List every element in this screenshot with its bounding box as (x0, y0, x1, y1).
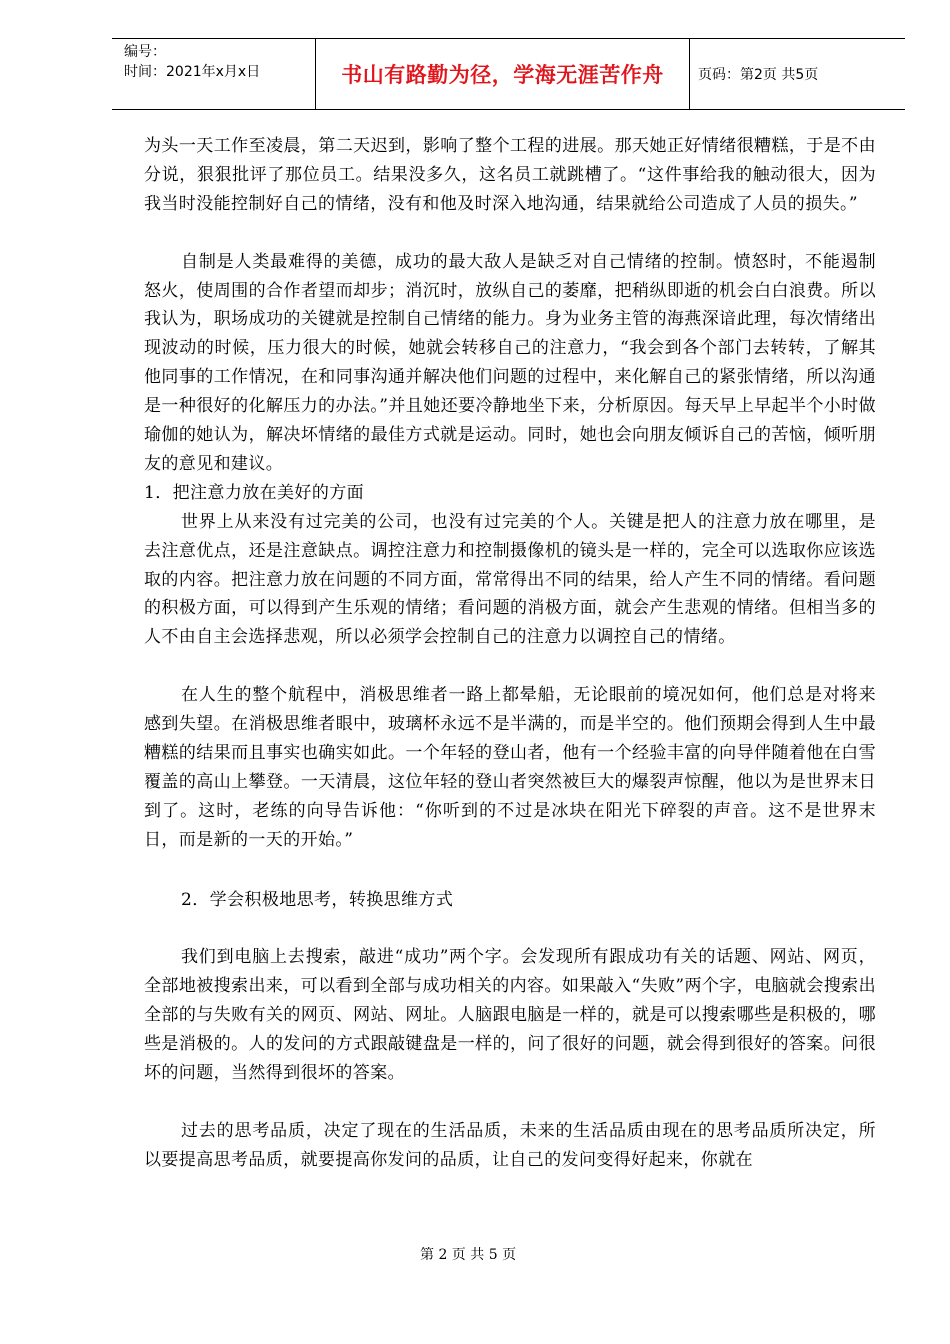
section-heading: 1．把注意力放在美好的方面 (144, 482, 365, 503)
paragraph: 世界上从来没有过完美的公司，也没有过完美的个人。关键是把人的注意力放在哪里，是去注意优点，还是注意缺点。调控注意力和控制摄像机的镜头是一样的，完全可以选取你应该选取的内容。把注意力放在问题的不同方面，常常得出不同的结果，给人产生不同的情绪。看问题的积极方面，可以得到产生乐观的情绪；看问题的消极方面，就会产生悲观的情绪。但相当多的人不由自主会选择悲观，所以必须学会控制自己的注意力以调控自己的情绪。 (144, 511, 876, 648)
motto: 书山有路勤为径，学海无涯苦作舟 (315, 39, 690, 109)
paragraph: 过去的思考品质，决定了现在的生活品质，未来的生活品质由现在的思考品质所决定，所以要提高思考品质，就要提高你发问的品质，让自己的发问变得好起来，你就在 (144, 1120, 876, 1170)
paragraph: 自制是人类最难得的美德，成功的最大敌人是缺乏对自己情绪的控制。愤怒时，不能遏制怒火，使周围的合作者望而却步；消沉时，放纵自己的萎靡，把稍纵即逝的机会白白浪费。所以我认为，职场成功的关键就是控制自己情绪的能力。身为业务主管的海燕深谙此理，每次情绪出现波动的时候，压力很大的时候，她就会转移自己的注意力，“我会到各个部门去转转，了解其他同事的工作情况，在和同事沟通并解决他们问题的过程中，来化解自己的紧张情绪，所以沟通是一种很好的化解压力的办法。”并且她还要冷静地坐下来，分析原因。每天早上早起半个小时做瑜伽的她认为，解决坏情绪的最佳方式就是运动。同时，她也会向朋友倾诉自己的苦恼，倾听朋友的意见和建议。 (144, 251, 876, 474)
section-heading: 2．学会积极地思考，转换思维方式 (181, 889, 454, 910)
page-footer: 第 2 页 共 5 页 (420, 1247, 517, 1263)
page-label: 页码：第2页 共5页 (698, 67, 819, 83)
time-label: 时间：2021年x月x日 (124, 64, 261, 80)
document-body (144, 132, 876, 1175)
page-header (112, 38, 905, 110)
header-meta (112, 39, 315, 109)
number-label: 编号： (124, 44, 166, 60)
paragraph: 我们到电脑上去搜索，敲进“成功”两个字。会发现所有跟成功有关的话题、网站、网页，全部地被搜索出来，可以看到全部与成功相关的内容。如果敲入“失败”两个字，电脑就会搜索出全部的与失败有关的网页、网站、网址。人脑跟电脑是一样的，就是可以搜索哪些是积极的，哪些是消极的。人的发问的方式跟敲键盘是一样的，问了很好的问题，就会得到很好的答案。问很坏的问题，当然得到很坏的答案。 (144, 947, 876, 1083)
paragraph: 在人生的整个航程中，消极思维者一路上都晕船，无论眼前的境况如何，他们总是对将来感到失望。在消极思维者眼中，玻璃杯永远不是半满的，而是半空的。他们预期会得到人生中最糟糕的结果而且事实也确实如此。一个年轻的登山者，他有一个经验丰富的向导伴随着他在白雪覆盖的高山上攀登。一天清晨，这位年轻的登山者突然被巨大的爆裂声惊醒，他以为是世界末日到了。这时，老练的向导告诉他：“你听到的不过是冰块在阳光下碎裂的声音。这不是世界末日，而是新的一天的开始。” (144, 685, 876, 850)
paragraph: 为头一天工作至凌晨，第二天迟到，影响了整个工程的进展。那天她正好情绪很糟糕，于是不由分说，狠狠批评了那位员工。结果没多久，这名员工就跳槽了。“这件事给我的触动很大，因为我当时没能控制好自己的情绪，没有和他及时深入地沟通，结果就给公司造成了人员的损失。” (144, 136, 876, 214)
